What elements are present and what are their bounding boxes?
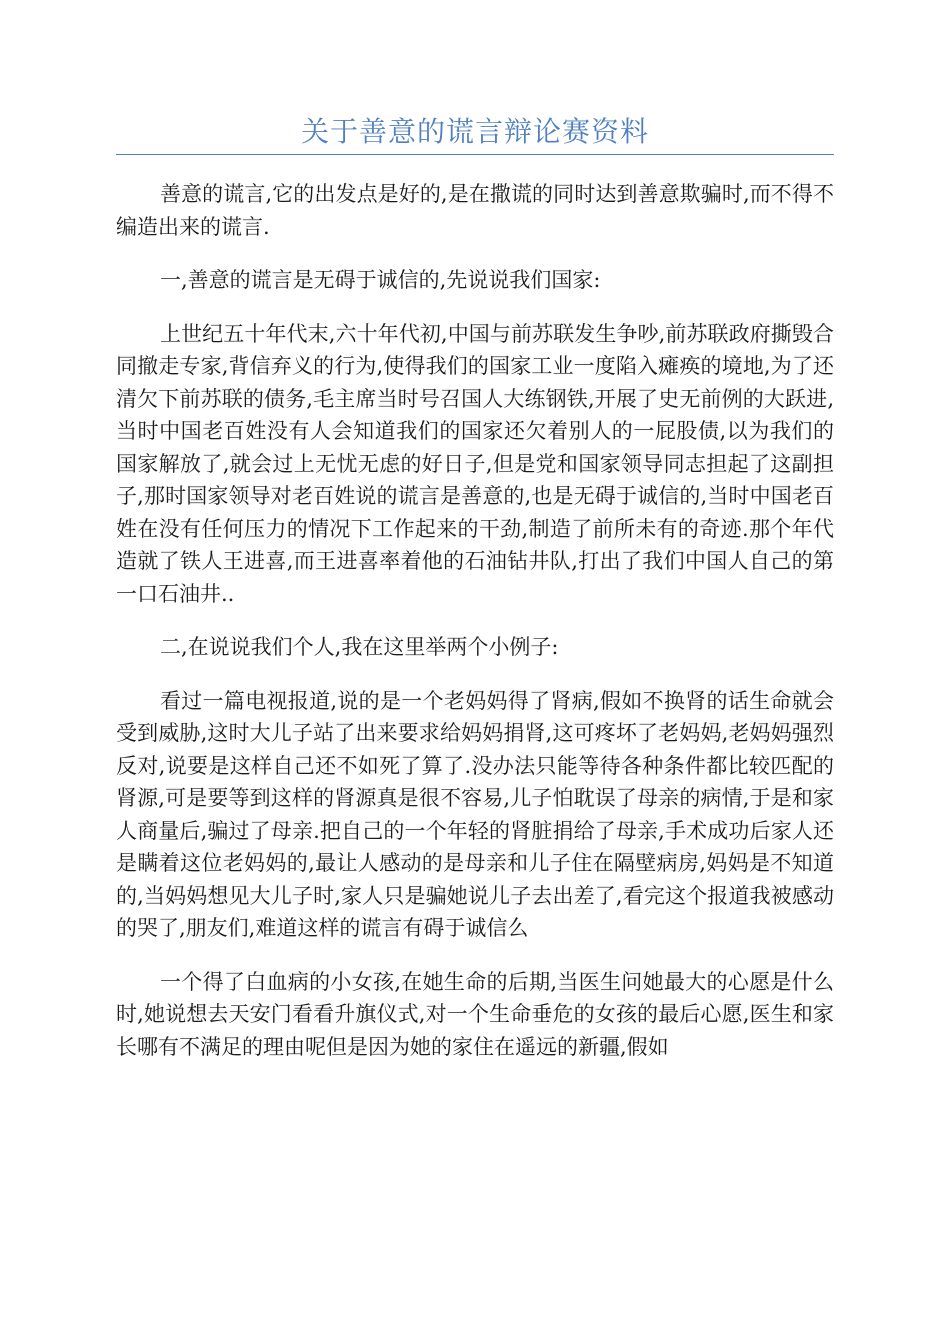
document-title: 关于善意的谎言辩论赛资料 [300, 115, 649, 148]
paragraph-point-one-heading: 一,善意的谎言是无碍于诚信的,先说说我们国家: [160, 268, 601, 292]
title-underline [116, 154, 834, 155]
paragraph-point-two-heading: 二,在说说我们个人,我在这里举两个小例子: [160, 635, 559, 659]
paragraph-history: 上世纪五十年代末,六十年代初,中国与前苏联发生争吵,前苏联政府撕毁合同撤走专家,背信弃义的行为,使得我们的国家工业一度陷入瘫痪的境地,为了还清欠下前苏联的债务,毛主席当时号召国人大练钢铁,开展了史无前例的大跃进,当时中国老百姓没有人会知道我们的国家还欠着别人的一屁股债,以为我们的国家解放了,就会过上无忧无虑的好日子,但是党和国家领导同志担起了这副担子,那时国家领导对老百姓说的谎言是善意的,也是无碍于诚信的,当时中国老百姓在没有任何压力的情况下工作起来的干劲,制造了前所未有的奇迹.那个年代造就了铁人王进喜,而王进喜率着他的石油钻井队,打出了我们中国人自己的第一口石油井.. [116, 321, 834, 606]
paragraph-intro: 善意的谎言,它的出发点是好的,是在撒谎的同时达到善意欺骗时,而不得不编造出来的谎言. [116, 182, 834, 239]
document-body [116, 178, 834, 1084]
paragraph-kidney-story: 看过一篇电视报道,说的是一个老妈妈得了肾病,假如不换肾的话生命就会受到威胁,这时大儿子站了出来要求给妈妈捐肾,这可疼坏了老妈妈,老妈妈强烈反对,说要是这样自己还不如死了算了.没办法只能等待各种条件都比较匹配的肾源,可是要等到这样的肾源真是很不容易,儿子怕耽误了母亲的病情,于是和家人商量后,骗过了母亲.把自己的一个年轻的肾脏捐给了母亲,手术成功后家人还是瞒着这位老妈妈的,最让人感动的是母亲和儿子住在隔壁病房,妈妈是不知道的,当妈妈想见大儿子时,家人只是骗她说儿子去出差了,看完这个报道我被感动的哭了,朋友们,难道这样的谎言有碍于诚信么 [116, 688, 834, 940]
paragraph-girl-story: 一个得了白血病的小女孩,在她生命的后期,当医生问她最大的心愿是什么时,她说想去天安门看看升旗仪式,对一个生命垂危的女孩的最后心愿,医生和家长哪有不满足的理由呢但是因为她的家住在遥远的新疆,假如 [116, 969, 834, 1059]
